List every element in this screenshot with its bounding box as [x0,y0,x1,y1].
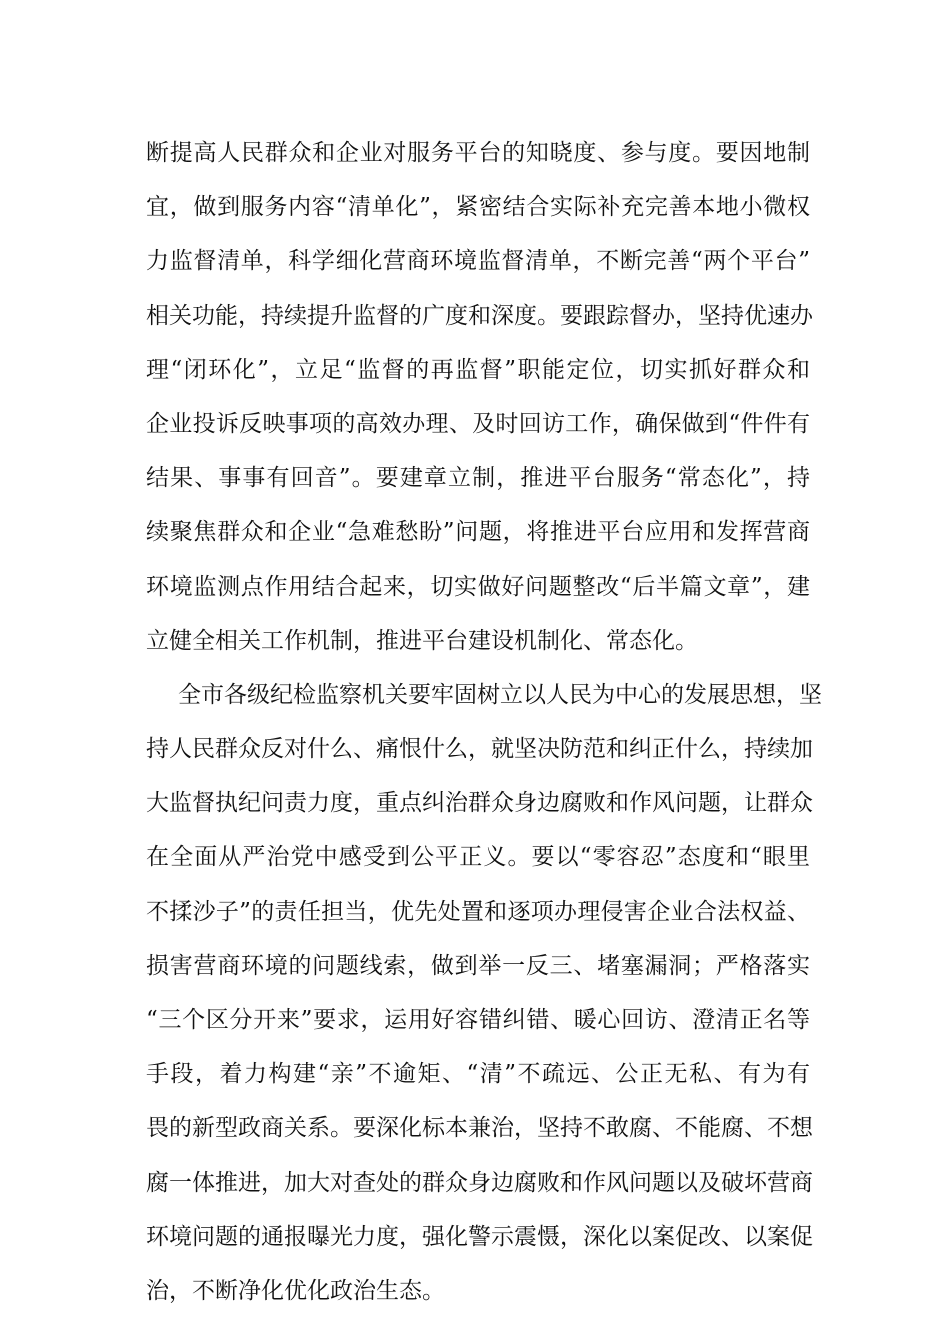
text-line: 腐一体推进，加大对查处的群众身边腐败和作风问题以及破坏营商 [146,1169,813,1196]
text-line: 续聚焦群众和企业“急难愁盼”问题，将推进平台应用和发挥营商 [146,519,810,546]
text-line: 持人民群众反对什么、痛恨什么，就坚决防范和纠正什么，持续加 [146,736,813,763]
text-line: “三个区分开来”要求，运用好容错纠错、暖心回访、澄清正名等 [146,1007,810,1033]
text-line: 环境监测点作用结合起来，切实做好问题整改“后半篇文章”，建 [146,573,810,600]
paragraph-2 [146,668,822,1318]
paragraph-1 [146,126,813,668]
text-line: 力监督清单，科学细化营商环境监督清单，不断完善“两个平台” [146,248,810,275]
text-line: 大监督执纪问责力度，重点纠治群众身边腐败和作风问题，让群众 [146,790,813,817]
text-line: 损害营商环境的问题线索，做到举一反三、堵塞漏洞；严格落实 [146,952,810,979]
text-line: 宜，做到服务内容“清单化”，紧密结合实际补充完善本地小微权 [146,194,810,221]
text-line: 结果、事事有回音”。要建章立制，推进平台服务“常态化”，持 [146,465,810,492]
text-line: 手段，着力构建“亲”不逾矩、“清”不疏远、公正无私、有为有 [146,1061,810,1088]
text-line: 企业投诉反映事项的高效办理、及时回访工作，确保做到“件件有 [146,410,810,437]
text-line: 立健全相关工作机制，推进平台建设机制化、常态化。 [146,627,698,654]
text-line: 相关功能，持续提升监督的广度和深度。要跟踪督办，坚持优速办 [146,302,813,329]
text-line: 断提高人民群众和企业对服务平台的知晓度、参与度。要因地制 [146,140,810,166]
text-line: 理“闭环化”，立足“监督的再监督”职能定位，切实抓好群众和 [146,356,810,383]
text-line: 不揉沙子”的责任担当，优先处置和逐项办理侵害企业合法权益、 [146,898,810,925]
text-line: 环境问题的通报曝光力度，强化警示震慑，深化以案促改、以案促 [146,1223,813,1250]
text-line: 畏的新型政商关系。要深化标本兼治，坚持不敢腐、不能腐、不想 [146,1115,813,1142]
text-line: 治，不断净化优化政治生态。 [146,1277,445,1304]
text-line: 全市各级纪检监察机关要牢固树立以人民为中心的发展思想，坚 [178,681,822,708]
text-line: 在全面从严治党中感受到公平正义。要以“零容忍”态度和“眼里 [146,844,810,871]
body-text [146,126,822,1318]
